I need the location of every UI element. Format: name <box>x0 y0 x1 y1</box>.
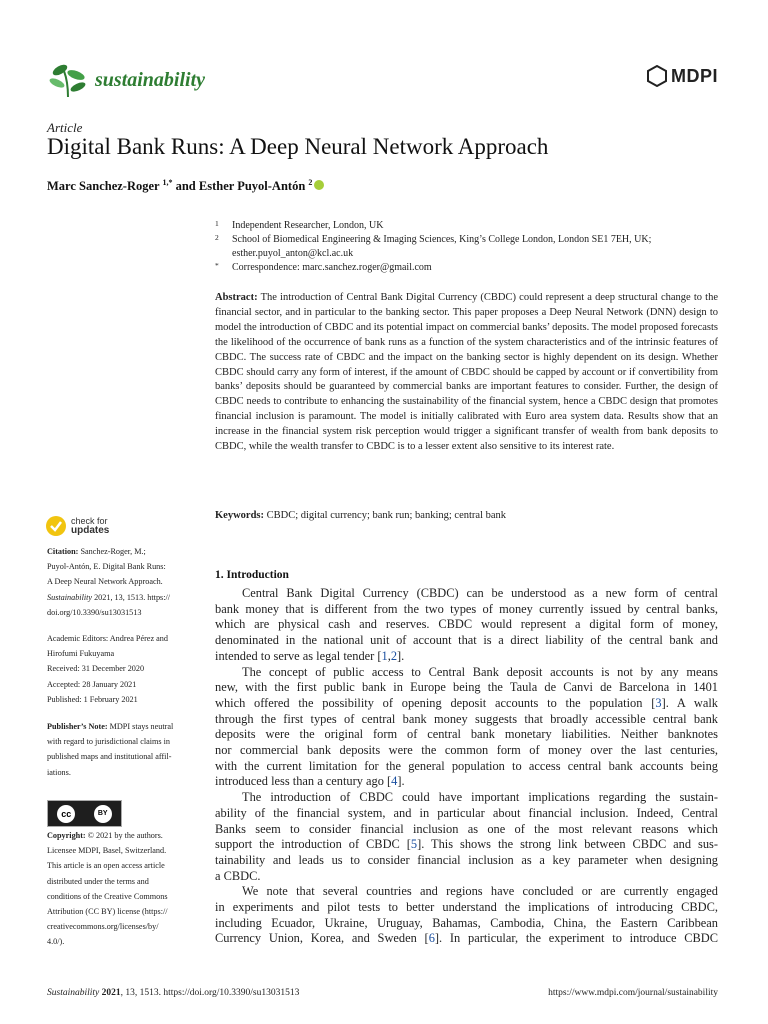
article-type: Article <box>47 120 83 135</box>
mdpi-shield-icon <box>647 65 667 87</box>
accepted-date: Accepted: 28 January 2021 <box>47 679 137 689</box>
cc-by-license-badge[interactable] <box>47 800 122 827</box>
author-2-affil: 2 <box>308 178 313 187</box>
publisher-logo <box>647 65 718 87</box>
affiliation-item: 2 School of Biomedical Engineering & Imaging Sciences, King’s College London, London SE1 7EH, UK; <box>215 233 652 245</box>
affiliation-item: * Correspondence: marc.sanchez.roger@gmail.com <box>215 261 432 273</box>
citation-ref[interactable]: 4 <box>391 774 398 789</box>
affiliation-item: esther.puyol_anton@kcl.ac.uk <box>232 248 354 259</box>
orcid-icon[interactable] <box>314 180 324 190</box>
publisher-name: MDPI <box>671 65 718 86</box>
author-1: Marc Sanchez-Roger <box>47 179 160 194</box>
paper-title: Digital Bank Runs: A Deep Neural Network Approach <box>47 134 549 159</box>
editorial-dates: Academic Editors: Andrea Pérez and Hirofumi Fukuyama Received: 31 December 2020 Accepted: 28 January 2021 Published: 1 February 2021 <box>47 631 197 707</box>
citation-ref[interactable]: 6 <box>428 931 435 946</box>
keywords-label: Keywords: <box>215 510 264 521</box>
section-heading: 1. Introduction <box>215 569 289 581</box>
body-text: Central Bank Digital Currency (CBDC) can be understood as a new form of central bank money that is different from the two types of money currently issued by central banks, which are physical cash and reserves. CBDC would represent a digital form of money, denominated in the national unit of account that is a direct liability of the central bank and intended to serve as legal tender [1,2]. The concept of public access to Central Bank deposit accounts is not by any means new, with the first public bank in Europe being the Taula de Canvi de Barcelona in 1401 which offered the possibility of opening deposit accounts to the population [3]. A walk through the first types of central bank money suggests that broadly accessible central bank deposits were the original form of central bank monetary liabilities. Neither banknotes nor commercial bank deposits were the common form of money over the last centuries, with the current limitation for the general population to access central bank accounts being introduced less than a century ago [4]. The introduction of CBDC could have important implications regarding the sustain- ability of the financial system, and in particular about financial inclusion. Indeed, Central Banks seem to consider financial inclusion as one of the most relevant reasons which support the introduction of CBDC [5]. This shows the strong link between CBDC and sus- tainability and leads us to consider financial inclusion as a key parameter when designing a CBDC. We note that several countries and regions have concluded or are currently engaged in experiments and pilot tests to better understand the implications of introducing CBDC, including Ecuador, Ukraine, Uruguay, Bahamas, Cambodia, China, the Eastern Caribbean Currency Union, Korea, and Sweden [6]. In particular, the experiment to introduce CBDC <box>215 586 718 946</box>
keywords-text: CBDC; digital currency; bank run; banking; central bank <box>266 510 507 521</box>
cc-icon: cc <box>57 805 75 823</box>
publisher-note: Publisher’s Note: MDPI stays neutral with regard to jurisdictional claims in published maps and institutional affil- iations. <box>47 722 174 777</box>
abstract <box>215 291 718 455</box>
citation-doi-link[interactable]: doi.org/10.3390/su13031513 <box>47 607 142 617</box>
check-updates-line2: updates <box>71 525 110 536</box>
by-icon: BY <box>94 805 112 823</box>
check-updates-line1: check for <box>71 516 108 526</box>
footer-citation: Sustainability 2021, 13, 1513. https://doi.org/10.3390/su13031513 <box>47 988 300 998</box>
citation-ref[interactable]: 2 <box>390 648 398 663</box>
journal-logo <box>47 60 205 100</box>
author-2: Esther Puyol-Antón <box>198 179 306 194</box>
citation-block: Citation: Sanchez-Roger, M.; Puyol-Antón, E. Digital Bank Runs: A Deep Neural Network Approach. Sustainability 2021, 13, 1513. https:// doi.org/10.3390/su13031513 <box>47 544 197 620</box>
received-date: Received: 31 December 2020 <box>47 664 145 674</box>
keywords <box>215 510 718 521</box>
footer-journal-url[interactable]: https://www.mdpi.com/journal/sustainability <box>548 988 718 998</box>
author-conjunction: and <box>175 179 196 194</box>
journal-name: sustainability <box>95 68 206 91</box>
affiliation-item: 1 Independent Researcher, London, UK <box>215 219 384 231</box>
abstract-text: The introduction of Central Bank Digital Currency (CBDC) could represent a deep structural change to the financial sector, and in particular to the banking sector. This paper proposes a Deep Neural Network (DNN) design to model the introduction of CBDC and its potential impact on commercial banks’ deposits. The model proposed forecasts the likelihood of the occurrence of bank runs as a function of the system characteristics and of the intrinsic features of CBDC. The success rate of CBDC and the impact on the banking sector is highly dependent on its design. Whether CBDC should carry any form of interest, if the amount of CBDC should be capped by account or if convertibility from banks’ deposits should be guaranteed by commercial banks are important features to consider. Further, the design of CBDC needs to contribute to enhancing the sustainability of the financial system, hence a CBDC design that promotes financial inclusion is paramount. The model is initially calibrated with Euro area system data. Results show that an increase in the financial system risk perception would trigger a significant transfer of wealth from bank deposits to CBDC, while the wealth transfer to CBDC is to a lesser extent also sensitive to its interest rate. <box>215 292 718 453</box>
check-for-updates-button[interactable] <box>45 515 109 537</box>
abstract-label: Abstract: <box>215 292 258 303</box>
published-date: Published: 1 February 2021 <box>47 694 138 704</box>
author-1-affil: 1,* <box>162 178 173 187</box>
check-updates-icon <box>45 515 67 537</box>
citation-ref[interactable]: 1 <box>381 648 388 663</box>
citation-ref[interactable]: 3 <box>655 695 662 710</box>
sprout-leaves-icon <box>47 61 89 99</box>
citation-ref[interactable]: 5 <box>410 837 418 852</box>
author-list <box>47 178 324 194</box>
copyright-block: Copyright: © 2021 by the authors. Licensee MDPI, Basel, Switzerland. This article is an open access article distributed under the terms and conditions of the Creative Commons Attribution (CC BY) license (https:// creativecommons.org/licenses/by/ 4.0/). <box>47 828 197 950</box>
license-link[interactable]: creativecommons.org/licenses/by/ <box>47 922 159 932</box>
affiliations <box>215 219 715 275</box>
